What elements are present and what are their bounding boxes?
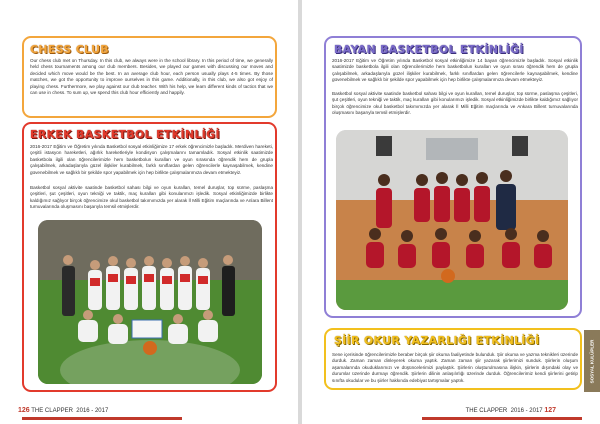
chess-club-box: [22, 36, 277, 118]
poetry-box: [324, 328, 582, 390]
boys-team-photo: [38, 220, 262, 384]
left-page-number: 126: [18, 407, 30, 414]
section-side-tab-label: SOSYAL KULÜPLER: [589, 339, 595, 383]
chess-club-text: Our chess club met on Thursday. In this club, we always were in the school library. In this period of time, we generally held chess tournaments among our club members. Besides, we played our games with discussing our moves and decided which move would be the best. In an average club hour, each person usually plays 4-5 times. By those matches, we got the opportunity to improve ourselves in this game. Additionally, in this club, we also got enjoy of playing chess. Furthermore, we play against our club teacher. With his help, we learn different kinds of tactics that we can use in chess. To sum up, we spend this club hour efficiently and happily.: [30, 58, 273, 96]
right-footer: [466, 407, 556, 414]
section-side-tab: [584, 330, 600, 392]
boys-basketball-text-2: Basketbol sosyal aktivite saatinde basketbol sahası bilgi ve oyun kuralları, temel duruşlar, top sürme, paslaşma çeşitleri, şut çeşitleri, oyun tekniği ve taktik, maç kuralları gibi konularımızı işledik. Sosyal etkinliğimizde birlikte kaldığımız sağlıyor birçok öğrencimize okul basketbol takımımızda yer alarak İl Milli Eğitim maçlarında ve Anlara Billent turnuvalarında oluşmasını başarıyla temsil etmişlerdir.: [30, 185, 273, 210]
girls-basketball-box: [324, 36, 582, 318]
left-footer-bar: [22, 417, 182, 420]
girls-team-illustration: [336, 130, 568, 310]
girls-basketball-text-2: Basketbol sosyal aktivite saatinde basketbol sahası bilgi ve oyun kuralları, temel duruşlar, top sürme, paslaşma çeşitleri, şut çeşitleri, oyun tekniği ve taktik, maç kuralları gibi konularımızı işledik. Sosyal etkinliğimizde birlikte kaldığımız sağlıyor birçok öğrencimize okul basketbol takımımızda yer alarak İl Milli Eğitim maçlarında ve Ankara Billent turnuvalarında oluşmasını başarıyla temsil etmişlerdir.: [332, 91, 578, 116]
boys-basketball-box: [22, 122, 277, 392]
chess-club-title: CHESS CLUB: [30, 43, 109, 56]
girls-basketball-text-1: 2016-2017 Eğitim ve Öğretim yılında Basketbol sosyal etkinliğimize 14 bayan öğrencimizle başladık. Sosyal etkinlik saatimizde basketbola ilgili olan öğrencilerimizle hem basketbolun kuralları ve oyun sırası öğrendik hem de grupla çalışabilmek, arkadaşlarıyla güzel ilişkiler kurabilmek, farklı sınıflardan gelen öğrencilerle kaynaşabilmek, kendine güvenebilmek ve sağlıklı bir şekilde spor yapabilmek için hep birlikte çalışmalarımıza devam etmekteyiz.: [332, 58, 578, 83]
right-page: [302, 0, 600, 424]
boys-basketball-title: ERKEK BASKETBOL ETKİNLİĞİ: [30, 128, 220, 141]
boys-team-illustration: [38, 220, 262, 384]
poetry-text: Sene içerisinde öğrencilerimizle beraber birçok şiir okuma faaliyetinde bulunduk. Şiir okuma ve yazma teknikleri üzerinde durduk. Zaman zaman dinleyerek okuma yaptık. Zaman zaman şiir yazarak şiirlerimizi sunduk. Şiirlerin oluşum aşamalarında okuduklarımızı ve düşüncelerimizi paylaştık. Şiirlerin oluşturulmasına ilişkin, şiirlerin dışındaki olay ve durumlar üzerinde durmayı öğrendik. Şiirlerin dilinin anlaşılırlığı üzerinde durduk. Öğrencilerimiz kendi şiirlerini getirip sınıfta okudular ve bu şiirler hakkında edebiyat tartışmalar yaptık.: [332, 352, 578, 383]
left-page: [0, 0, 298, 424]
right-footer-bar: [422, 417, 582, 420]
right-page-number: 127: [544, 407, 556, 414]
poetry-title: ŞİİR OKUR YAZARLIĞI ETKİNLİĞİ: [334, 334, 540, 347]
girls-basketball-title: BAYAN BASKETBOL ETKİNLİĞİ: [334, 43, 524, 56]
right-year: 2016 - 2017: [510, 408, 543, 414]
girls-team-photo: [336, 130, 568, 310]
left-year: 2016 - 2017: [76, 408, 109, 414]
left-footer: [18, 407, 108, 414]
right-magazine-name: THE CLAPPER: [465, 408, 508, 414]
boys-basketball-text-1: 2016-2017 Eğitim ve Öğretim yılında Basketbol sosyal etkinliğimize 17 erkek öğrencimizle başladık. Merdiven hareketi, çeşitli istasyon hareketleri, ağırlık hareketleriyle kondisyon çalışmalarını tamamladık. Sosyal etkinlik saatimizde basketbola ilgili olan öğrencilerimizle hem basketbolun kuralları ve oyun sırasında öğrendik hem de grupla çalışabilmek, arkadaşlarıyla güzel ilişkiler kurabilmek, farklı sınıflardan gelen öğrencilerle kaynaşabilmek, kendine güvenebilmek ve sağlıklı bir şekilde spor yapabilmek için hep birlikte çalışmalarımıza devam etmekteyiz.: [30, 144, 273, 175]
left-magazine-name: THE CLAPPER: [31, 408, 73, 414]
